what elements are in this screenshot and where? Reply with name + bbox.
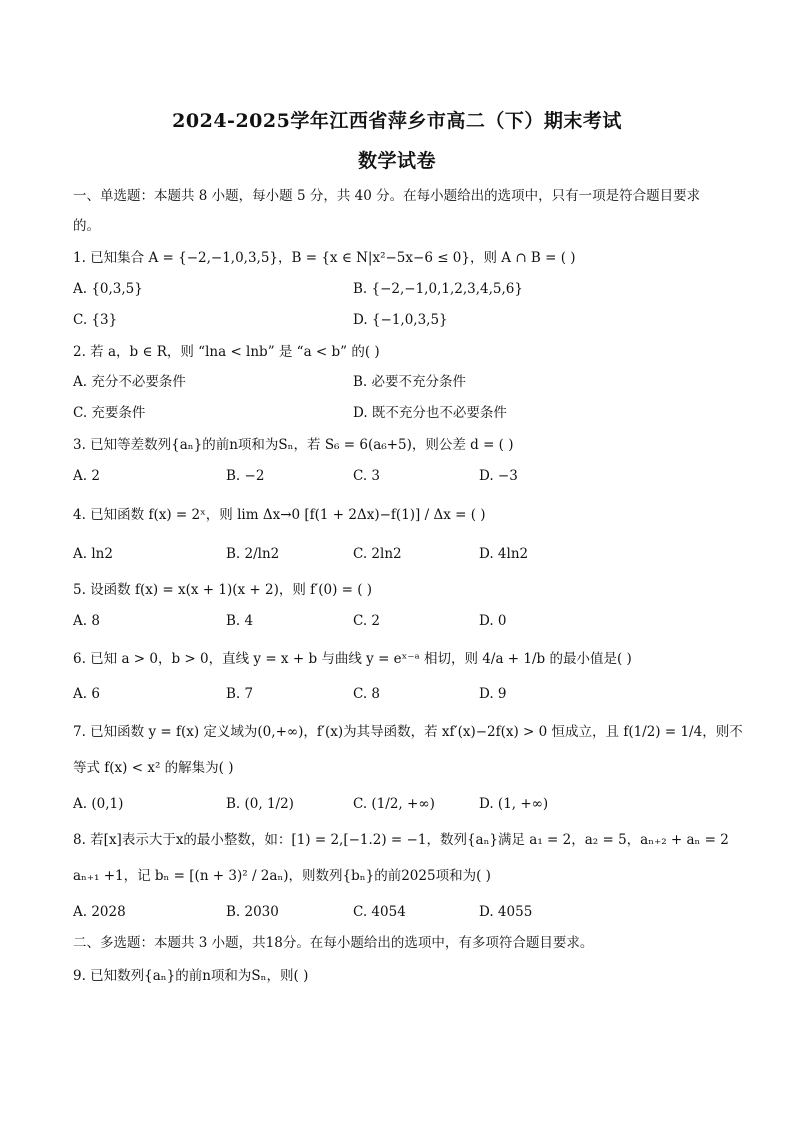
question-8-stem-cont: aₙ₊₁ +1，记 bₙ = [(n + 3)² / 2aₙ)，则数列{bₙ}的前2025项和为( ) xyxy=(73,868,491,884)
question-1-option-d: D. {−1,0,3,5} xyxy=(353,312,448,328)
question-2-option-c: C. 充要条件 xyxy=(73,405,146,421)
question-8-stem: 8. 若[x]表示大于x的最小整数，如：[1) = 2,[−1.2) = −1，数列{aₙ}满足 a₁ = 2，a₂ = 5，aₙ₊₂ + aₙ = 2 xyxy=(73,832,729,848)
question-7-option-c: C. (1/2, +∞) xyxy=(353,796,435,812)
question-1-option-b: B. {−2,−1,0,1,2,3,4,5,6} xyxy=(353,281,523,297)
question-7-stem-cont: 等式 f(x) < x² 的解集为( ) xyxy=(73,760,234,776)
page-subtitle: 数学试卷 xyxy=(357,150,436,172)
question-8-option-a: A. 2028 xyxy=(73,904,126,920)
question-6-stem: 6. 已知 a > 0，b > 0，直线 y = x + b 与曲线 y = eˣ⁻ᵃ 相切，则 4/a + 1/b 的最小值是( ) xyxy=(73,651,632,667)
question-6-option-b: B. 7 xyxy=(226,686,254,702)
question-7-stem: 7. 已知函数 y = f(x) 定义域为(0,+∞)，f′(x)为其导函数，若 xf′(x)−2f(x) > 0 恒成立，且 f(1/2) = 1/4，则不 xyxy=(73,724,743,740)
question-1-option-a: A. {0,3,5} xyxy=(73,281,143,297)
question-4-option-b: B. 2/ln2 xyxy=(226,546,280,562)
question-3-option-b: B. −2 xyxy=(226,468,265,484)
page-title: 2024-2025学年江西省萍乡市高二（下）期末考试 xyxy=(172,110,622,132)
question-5-option-b: B. 4 xyxy=(226,613,254,629)
question-1-option-c: C. {3} xyxy=(73,312,118,328)
question-3-stem: 3. 已知等差数列{aₙ}的前n项和为Sₙ，若 S₆ = 6(a₆+5)，则公差 d = ( ) xyxy=(73,437,514,453)
question-8-option-b: B. 2030 xyxy=(226,904,279,920)
section-heading-single-choice: 一、单选题：本题共 8 小题，每小题 5 分，共 40 分。在每小题给出的选项中，只有一项是符合题目要求 xyxy=(73,188,701,204)
question-3-option-a: A. 2 xyxy=(73,468,100,484)
question-8-option-d: D. 4055 xyxy=(479,904,533,920)
question-5-option-d: D. 0 xyxy=(479,613,507,629)
question-3-option-c: C. 3 xyxy=(353,468,381,484)
question-7-option-b: B. (0, 1/2) xyxy=(226,796,294,812)
question-4-stem: 4. 已知函数 f(x) = 2ˣ，则 lim Δx→0 [f(1 + 2Δx)−f(1)] / Δx = ( ) xyxy=(73,507,486,523)
question-2-stem: 2. 若 a，b ∈ R，则 “lna < lnb” 是 “a < b” 的( ) xyxy=(73,344,380,360)
question-5-option-c: C. 2 xyxy=(353,613,381,629)
section-heading-single-choice-cont: 的。 xyxy=(73,218,100,234)
question-2-option-b: B. 必要不充分条件 xyxy=(353,374,467,390)
question-1-stem: 1. 已知集合 A = {−2,−1,0,3,5}，B = {x ∈ N|x²−5x−6 ≤ 0}，则 A ∩ B = ( ) xyxy=(73,250,576,266)
question-5-stem: 5. 设函数 f(x) = x(x + 1)(x + 2)，则 f′(0) = ( ) xyxy=(73,582,373,598)
question-6-option-a: A. 6 xyxy=(73,686,100,702)
question-3-option-d: D. −3 xyxy=(479,468,518,484)
question-7-option-d: D. (1, +∞) xyxy=(479,796,549,812)
question-4-option-a: A. ln2 xyxy=(73,546,113,562)
question-4-option-d: D. 4ln2 xyxy=(479,546,529,562)
question-2-option-a: A. 充分不必要条件 xyxy=(73,374,186,390)
section-heading-multi-choice: 二、多选题：本题共 3 小题，共18分。在每小题给出的选项中，有多项符合题目要求。 xyxy=(73,935,594,951)
question-6-option-d: D. 9 xyxy=(479,686,507,702)
question-8-option-c: C. 4054 xyxy=(353,904,406,920)
question-4-option-c: C. 2ln2 xyxy=(353,546,402,562)
question-5-option-a: A. 8 xyxy=(73,613,100,629)
question-9-stem: 9. 已知数列{aₙ}的前n项和为Sₙ，则( ) xyxy=(73,968,309,984)
question-7-option-a: A. (0,1) xyxy=(73,796,124,812)
question-6-option-c: C. 8 xyxy=(353,686,381,702)
question-2-option-d: D. 既不充分也不必要条件 xyxy=(353,405,507,421)
